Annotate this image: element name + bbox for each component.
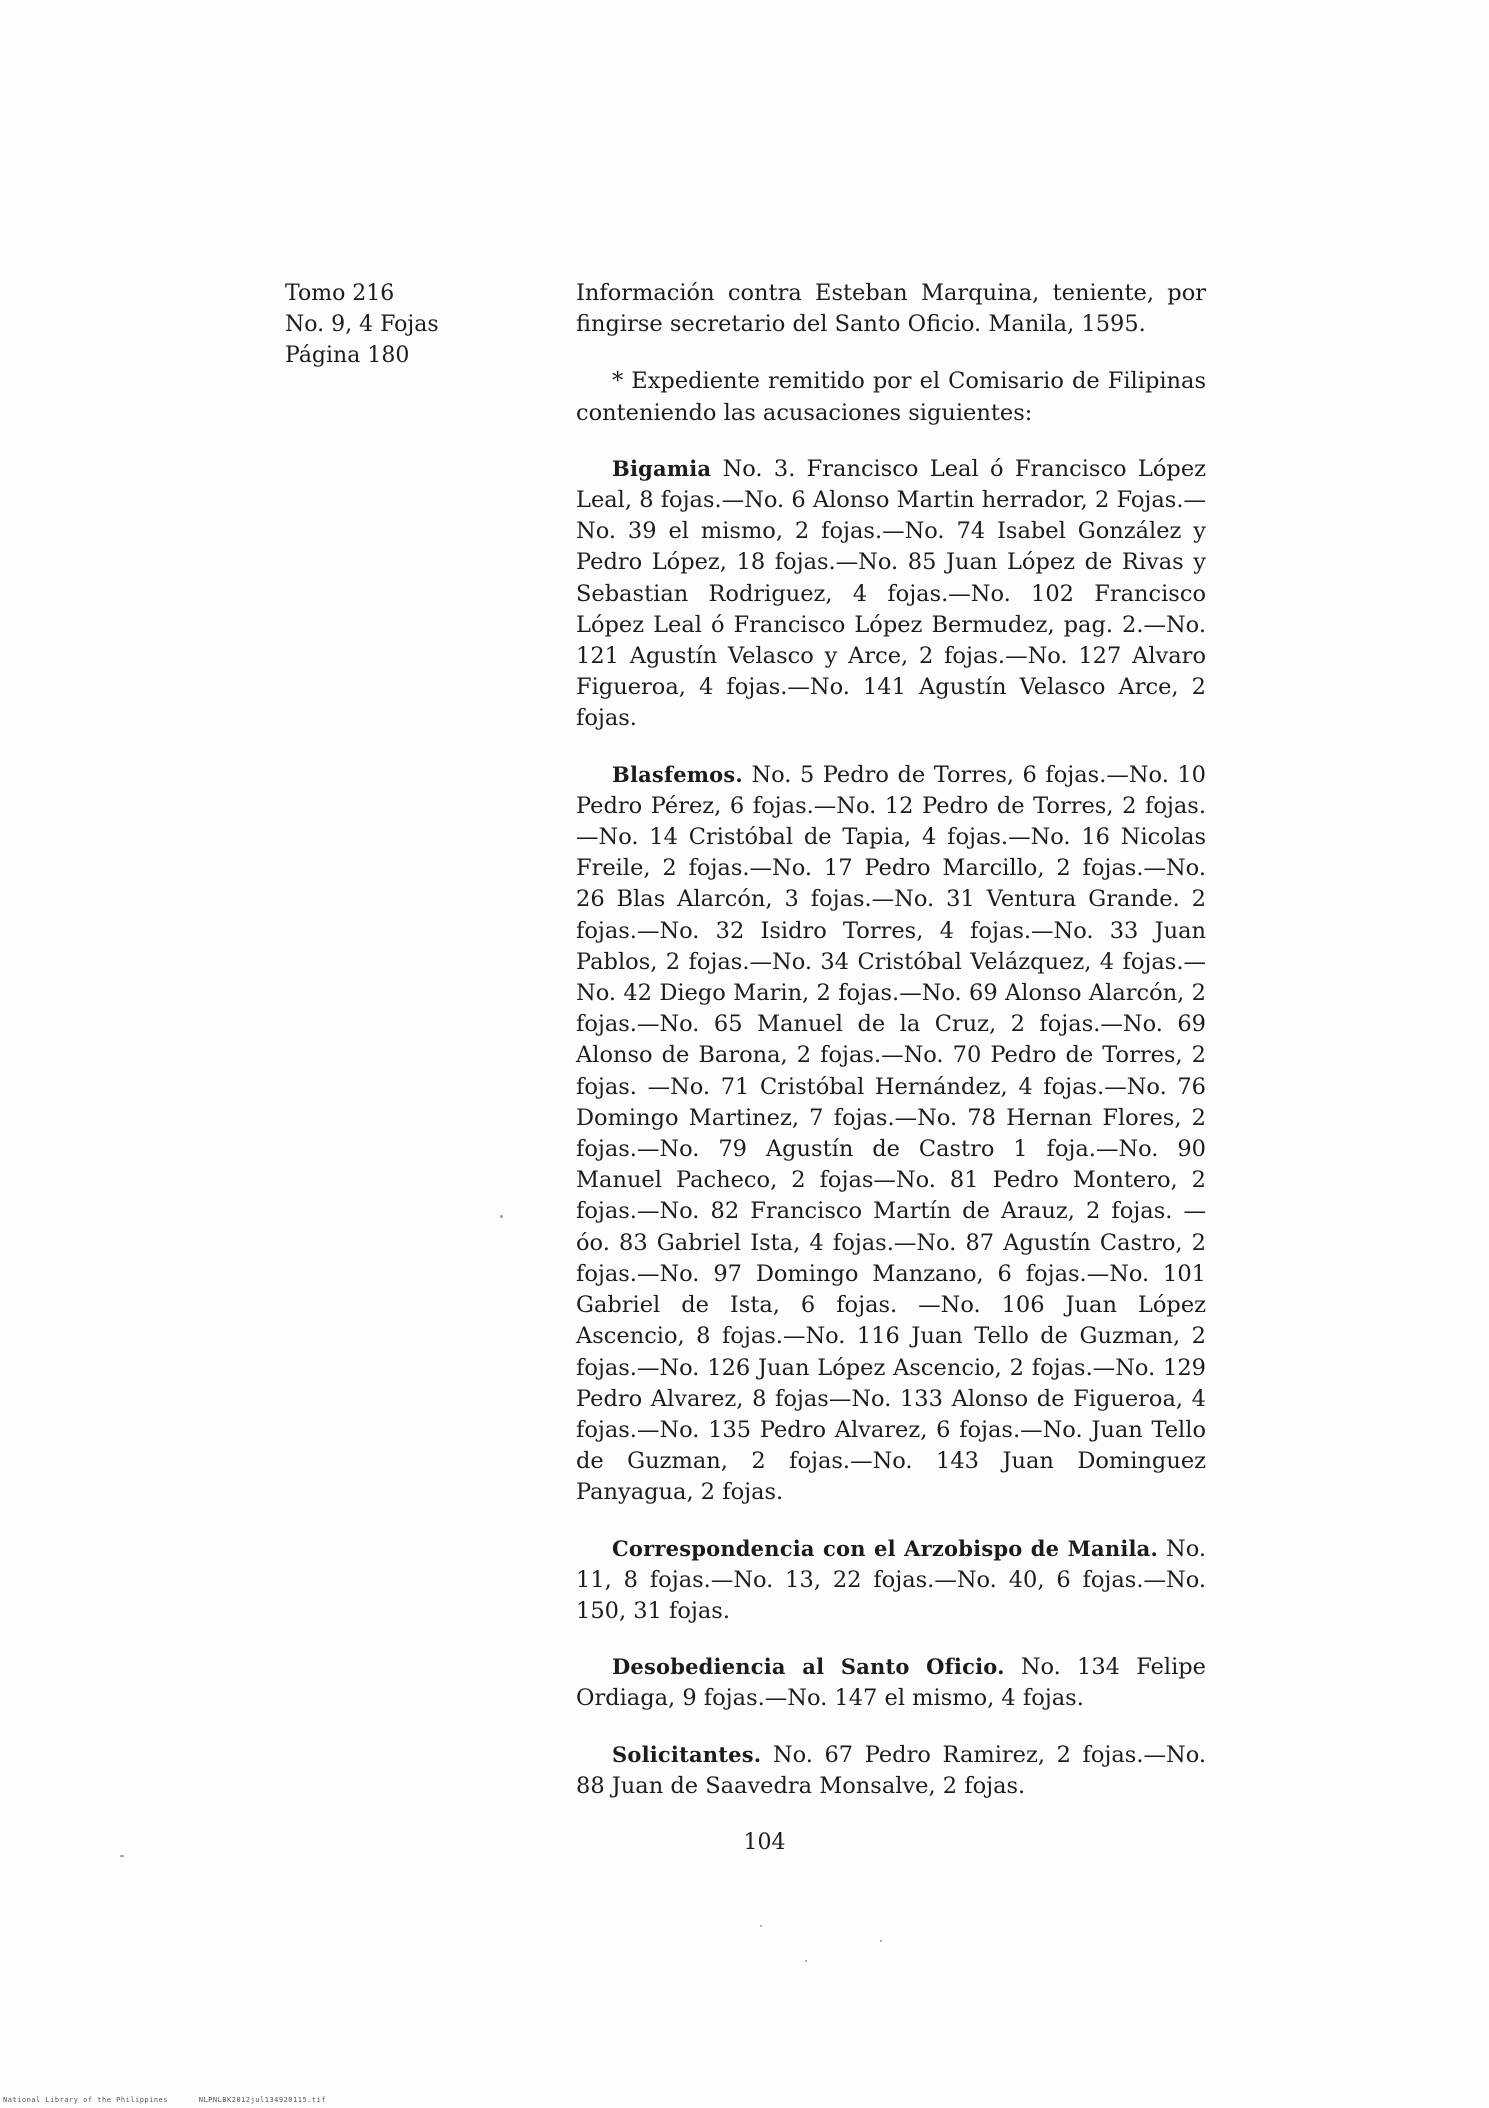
footer-file: NLPNLBK2012jul134920115.tif	[198, 2096, 327, 2104]
section-bigamia	[576, 453, 1206, 735]
section-solicitantes	[576, 1739, 1206, 1802]
section-heading: Bigamia	[612, 455, 712, 481]
pagina-label: Página 180	[285, 343, 410, 368]
page-number: 104	[743, 1830, 786, 1855]
scan-speck	[805, 1960, 807, 1962]
section-text: No. 67 Pedro Ramirez, 2 fojas.—No. 88 Juan de Saavedra Monsalve, 2 fojas.	[576, 1741, 1206, 1799]
scan-speck	[880, 1940, 882, 1942]
section-text: No. 11, 8 fojas.—No. 13, 22 fojas.—No. 40, 6 fojas.—No. 150, 31 fojas.	[576, 1535, 1206, 1624]
numero-label: No. 9, 4 Fojas	[285, 312, 439, 337]
section-heading: Correspondencia con el Arzobispo de Manila.	[612, 1535, 1158, 1561]
document-body	[576, 278, 1206, 1826]
document-intro: * Expediente remitido por el Comisario de Filipinas conteniendo las acusaciones siguientes:	[576, 368, 1206, 426]
scan-speck	[120, 1855, 124, 1857]
footer-credit	[3, 2096, 352, 2104]
footer-library: National Library of the Philippines	[3, 2096, 169, 2104]
tomo-label: Tomo 216	[285, 281, 395, 306]
section-blasfemos	[576, 759, 1206, 1509]
scan-speck	[500, 1215, 503, 1218]
section-text: No. 3. Francisco Leal ó Francisco López Leal, 8 fojas.—No. 6 Alonso Martin herrador, 2 Fojas.—No. 39 el mismo, 2 fojas.—No. 74 Isabel González y Pedro López, 18 fojas.—No. 85 Juan López de Rivas y Sebastian Rodriguez, 4 fojas.—No. 102 Francisco López Leal ó Francisco López Bermudez, pag. 2.—No. 121 Agustín Velasco y Arce, 2 fojas.—No. 127 Alvaro Figueroa, 4 fojas.—No. 141 Agustín Velasco Arce, 2 fojas.	[576, 455, 1206, 732]
section-heading: Solicitantes.	[612, 1741, 762, 1767]
section-heading: Desobediencia al Santo Oficio.	[612, 1654, 1005, 1680]
document-title: Información contra Esteban Marquina, teniente, por fingirse secretario del Santo Oficio. Manila, 1595.	[576, 280, 1206, 338]
margin-reference	[285, 278, 515, 371]
section-heading: Blasfemos.	[612, 761, 743, 787]
section-text: No. 5 Pedro de Torres, 6 fojas.—No. 10 Pedro Pérez, 6 fojas.—No. 12 Pedro de Torres, 2 fojas.—No. 14 Cristóbal de Tapia, 4 fojas.—No. 16 Nicolas Freile, 2 fojas.—No. 17 Pedro Marcillo, 2 fojas.—No. 26 Blas Alarcón, 3 fojas.—No. 31 Ventura Grande. 2 fojas.—No. 32 Isidro Torres, 4 fojas.—No. 33 Juan Pablos, 2 fojas.—No. 34 Cristóbal Velázquez, 4 fojas.—No. 42 Diego Marin, 2 fojas.—No. 69 Alonso Alarcón, 2 fojas.—No. 65 Manuel de la Cruz, 2 fojas.—No. 69 Alonso de Barona, 2 fojas.—No. 70 Pedro de Torres, 2 fojas. —No. 71 Cristóbal Hernández, 4 fojas.—No. 76 Domingo Martinez, 7 fojas.—No. 78 Hernan Flores, 2 fojas.—No. 79 Agustín de Castro 1 foja.—No. 90 Manuel Pacheco, 2 fojas—No. 81 Pedro Montero, 2 fojas.—No. 82 Francisco Martín de Arauz, 2 fojas. —óo. 83 Gabriel Ista, 4 fojas.—No. 87 Agustín Castro, 2 fojas.—No. 97 Domingo Manzano, 6 fojas.—No. 101 Gabriel de Ista, 6 fojas. —No. 106 Juan López Ascencio, 8 fojas.—No. 116 Juan Tello de Guzman, 2 fojas.—No. 126 Juan López Ascencio, 2 fojas.—No. 129 Pedro Alvarez, 8 fojas—No. 133 Alonso de Figueroa, 4 fojas.—No. 135 Pedro Alvarez, 6 fojas.—No. Juan Tello de Guzman, 2 fojas.—No. 143 Juan Dominguez Panyagua, 2 fojas.	[576, 761, 1206, 1506]
section-text: No. 134 Felipe Ordiaga, 9 fojas.—No. 147 el mismo, 4 fojas.	[576, 1654, 1206, 1712]
scan-speck	[760, 1925, 762, 1927]
section-desobediencia	[576, 1651, 1206, 1714]
section-correspondencia	[576, 1533, 1206, 1628]
